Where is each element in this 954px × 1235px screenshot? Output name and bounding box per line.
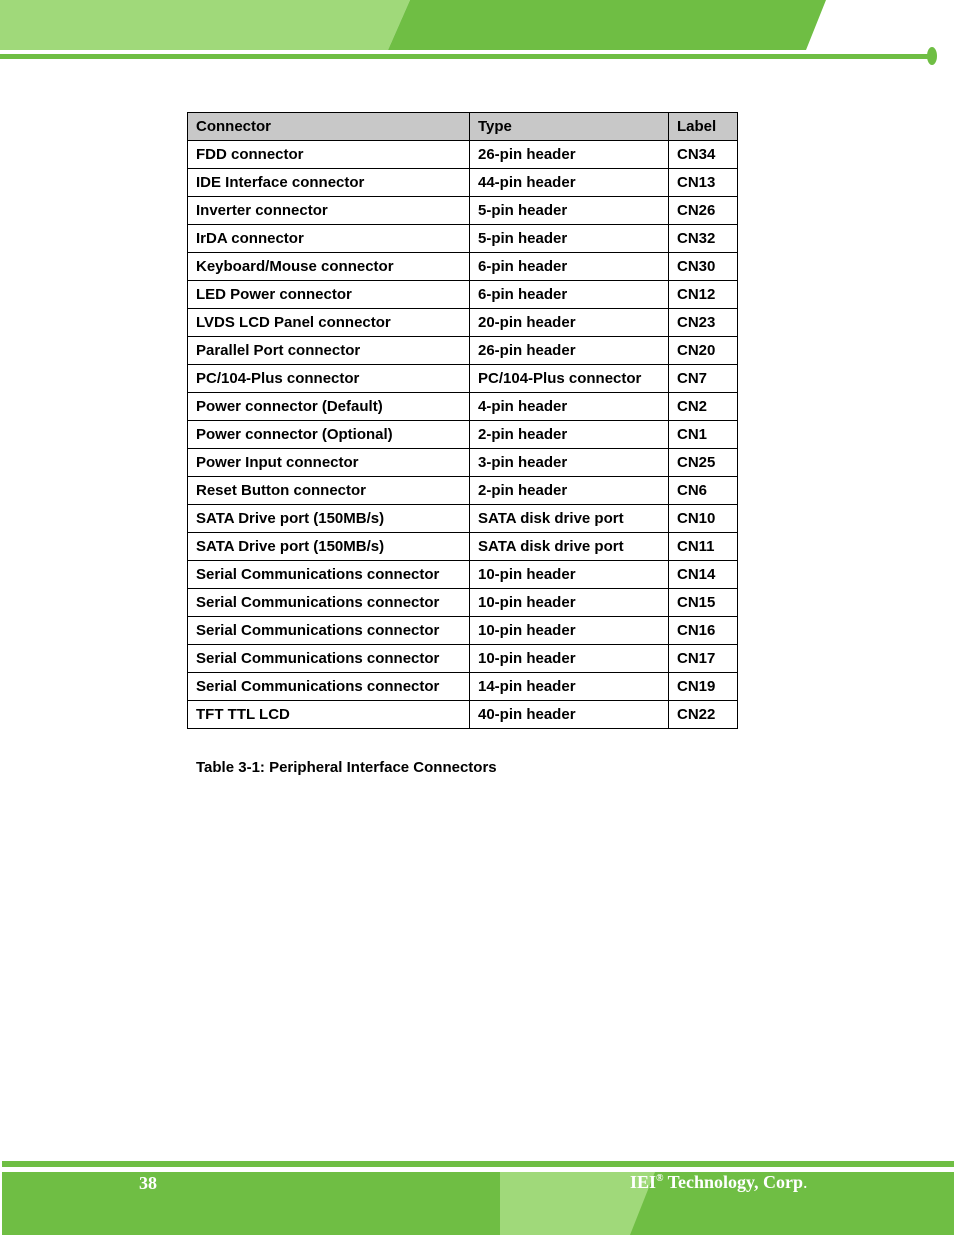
type-cell: 6-pin header — [470, 281, 669, 309]
table-row — [188, 421, 738, 449]
label-cell: CN25 — [669, 449, 738, 477]
type-cell: 5-pin header — [470, 225, 669, 253]
type-cell: 3-pin header — [470, 449, 669, 477]
label-cell: CN16 — [669, 617, 738, 645]
table-caption: Table 3-1: Peripheral Interface Connectors — [196, 759, 497, 776]
connector-cell: Serial Communications connector — [188, 617, 470, 645]
connector-cell: Serial Communications connector — [188, 645, 470, 673]
connector-cell: PC/104-Plus connector — [188, 365, 470, 393]
table-row — [188, 225, 738, 253]
connector-cell: Keyboard/Mouse connector — [188, 253, 470, 281]
table-header-row — [188, 113, 738, 141]
label-cell: CN20 — [669, 337, 738, 365]
company-suffix: Technology, Corp — [663, 1172, 804, 1192]
table-row — [188, 477, 738, 505]
type-cell: 10-pin header — [470, 617, 669, 645]
type-cell: SATA disk drive port — [470, 533, 669, 561]
connector-cell: Inverter connector — [188, 197, 470, 225]
connector-cell: Serial Communications connector — [188, 589, 470, 617]
connector-cell: LVDS LCD Panel connector — [188, 309, 470, 337]
table-row — [188, 169, 738, 197]
table-row — [188, 141, 738, 169]
table-row — [188, 645, 738, 673]
connector-cell: IDE Interface connector — [188, 169, 470, 197]
table-body — [188, 141, 738, 729]
table-row — [188, 701, 738, 729]
label-cell: CN15 — [669, 589, 738, 617]
table-row — [188, 197, 738, 225]
label-cell: CN2 — [669, 393, 738, 421]
label-cell: CN14 — [669, 561, 738, 589]
connector-cell: TFT TTL LCD — [188, 701, 470, 729]
type-cell: 10-pin header — [470, 645, 669, 673]
label-cell: CN1 — [669, 421, 738, 449]
type-cell: 20-pin header — [470, 309, 669, 337]
table-row — [188, 337, 738, 365]
connector-cell: FDD connector — [188, 141, 470, 169]
label-cell: CN17 — [669, 645, 738, 673]
label-cell: CN22 — [669, 701, 738, 729]
label-cell: CN23 — [669, 309, 738, 337]
table-row — [188, 617, 738, 645]
connector-cell: SATA Drive port (150MB/s) — [188, 505, 470, 533]
table-row — [188, 309, 738, 337]
type-cell: 5-pin header — [470, 197, 669, 225]
registered-mark: ® — [656, 1173, 664, 1184]
connector-cell: IrDA connector — [188, 225, 470, 253]
connector-cell: Reset Button connector — [188, 477, 470, 505]
table-row — [188, 505, 738, 533]
table-row — [188, 365, 738, 393]
type-cell: 2-pin header — [470, 477, 669, 505]
table-row — [188, 281, 738, 309]
table-header — [188, 113, 738, 141]
type-cell: 6-pin header — [470, 253, 669, 281]
label-cell: CN12 — [669, 281, 738, 309]
type-cell: 10-pin header — [470, 589, 669, 617]
label-cell: CN6 — [669, 477, 738, 505]
table-row — [188, 533, 738, 561]
type-cell: SATA disk drive port — [470, 505, 669, 533]
type-cell: 26-pin header — [470, 141, 669, 169]
label-cell: CN13 — [669, 169, 738, 197]
type-cell: 44-pin header — [470, 169, 669, 197]
type-cell: 14-pin header — [470, 673, 669, 701]
label-cell: CN32 — [669, 225, 738, 253]
type-cell: 26-pin header — [470, 337, 669, 365]
connector-cell: SATA Drive port (150MB/s) — [188, 533, 470, 561]
table-row — [188, 393, 738, 421]
type-cell: 4-pin header — [470, 393, 669, 421]
label-cell: CN26 — [669, 197, 738, 225]
peripheral-connectors-table — [187, 112, 738, 729]
connector-cell: Power Input connector — [188, 449, 470, 477]
column-header-connector: Connector — [188, 113, 470, 141]
header-band — [0, 0, 954, 70]
type-cell: 10-pin header — [470, 561, 669, 589]
type-cell: PC/104-Plus connector — [470, 365, 669, 393]
type-cell: 40-pin header — [470, 701, 669, 729]
connector-cell: Parallel Port connector — [188, 337, 470, 365]
connector-cell: Power connector (Default) — [188, 393, 470, 421]
connector-cell: Power connector (Optional) — [188, 421, 470, 449]
type-cell: 2-pin header — [470, 421, 669, 449]
label-cell: CN30 — [669, 253, 738, 281]
company-brand: IEI — [630, 1172, 657, 1192]
label-cell: CN34 — [669, 141, 738, 169]
company-name — [630, 1172, 808, 1193]
label-cell: CN10 — [669, 505, 738, 533]
connector-cell: LED Power connector — [188, 281, 470, 309]
table-row — [188, 253, 738, 281]
table-row — [188, 561, 738, 589]
table-row — [188, 673, 738, 701]
table-row — [188, 589, 738, 617]
footer-band — [0, 1158, 954, 1235]
connector-cell: Serial Communications connector — [188, 673, 470, 701]
column-header-type: Type — [470, 113, 669, 141]
column-header-label: Label — [669, 113, 738, 141]
label-cell: CN7 — [669, 365, 738, 393]
connector-cell: Serial Communications connector — [188, 561, 470, 589]
page-number: 38 — [139, 1173, 157, 1193]
label-cell: CN11 — [669, 533, 738, 561]
table-row — [188, 449, 738, 477]
company-period: . — [803, 1172, 808, 1192]
label-cell: CN19 — [669, 673, 738, 701]
